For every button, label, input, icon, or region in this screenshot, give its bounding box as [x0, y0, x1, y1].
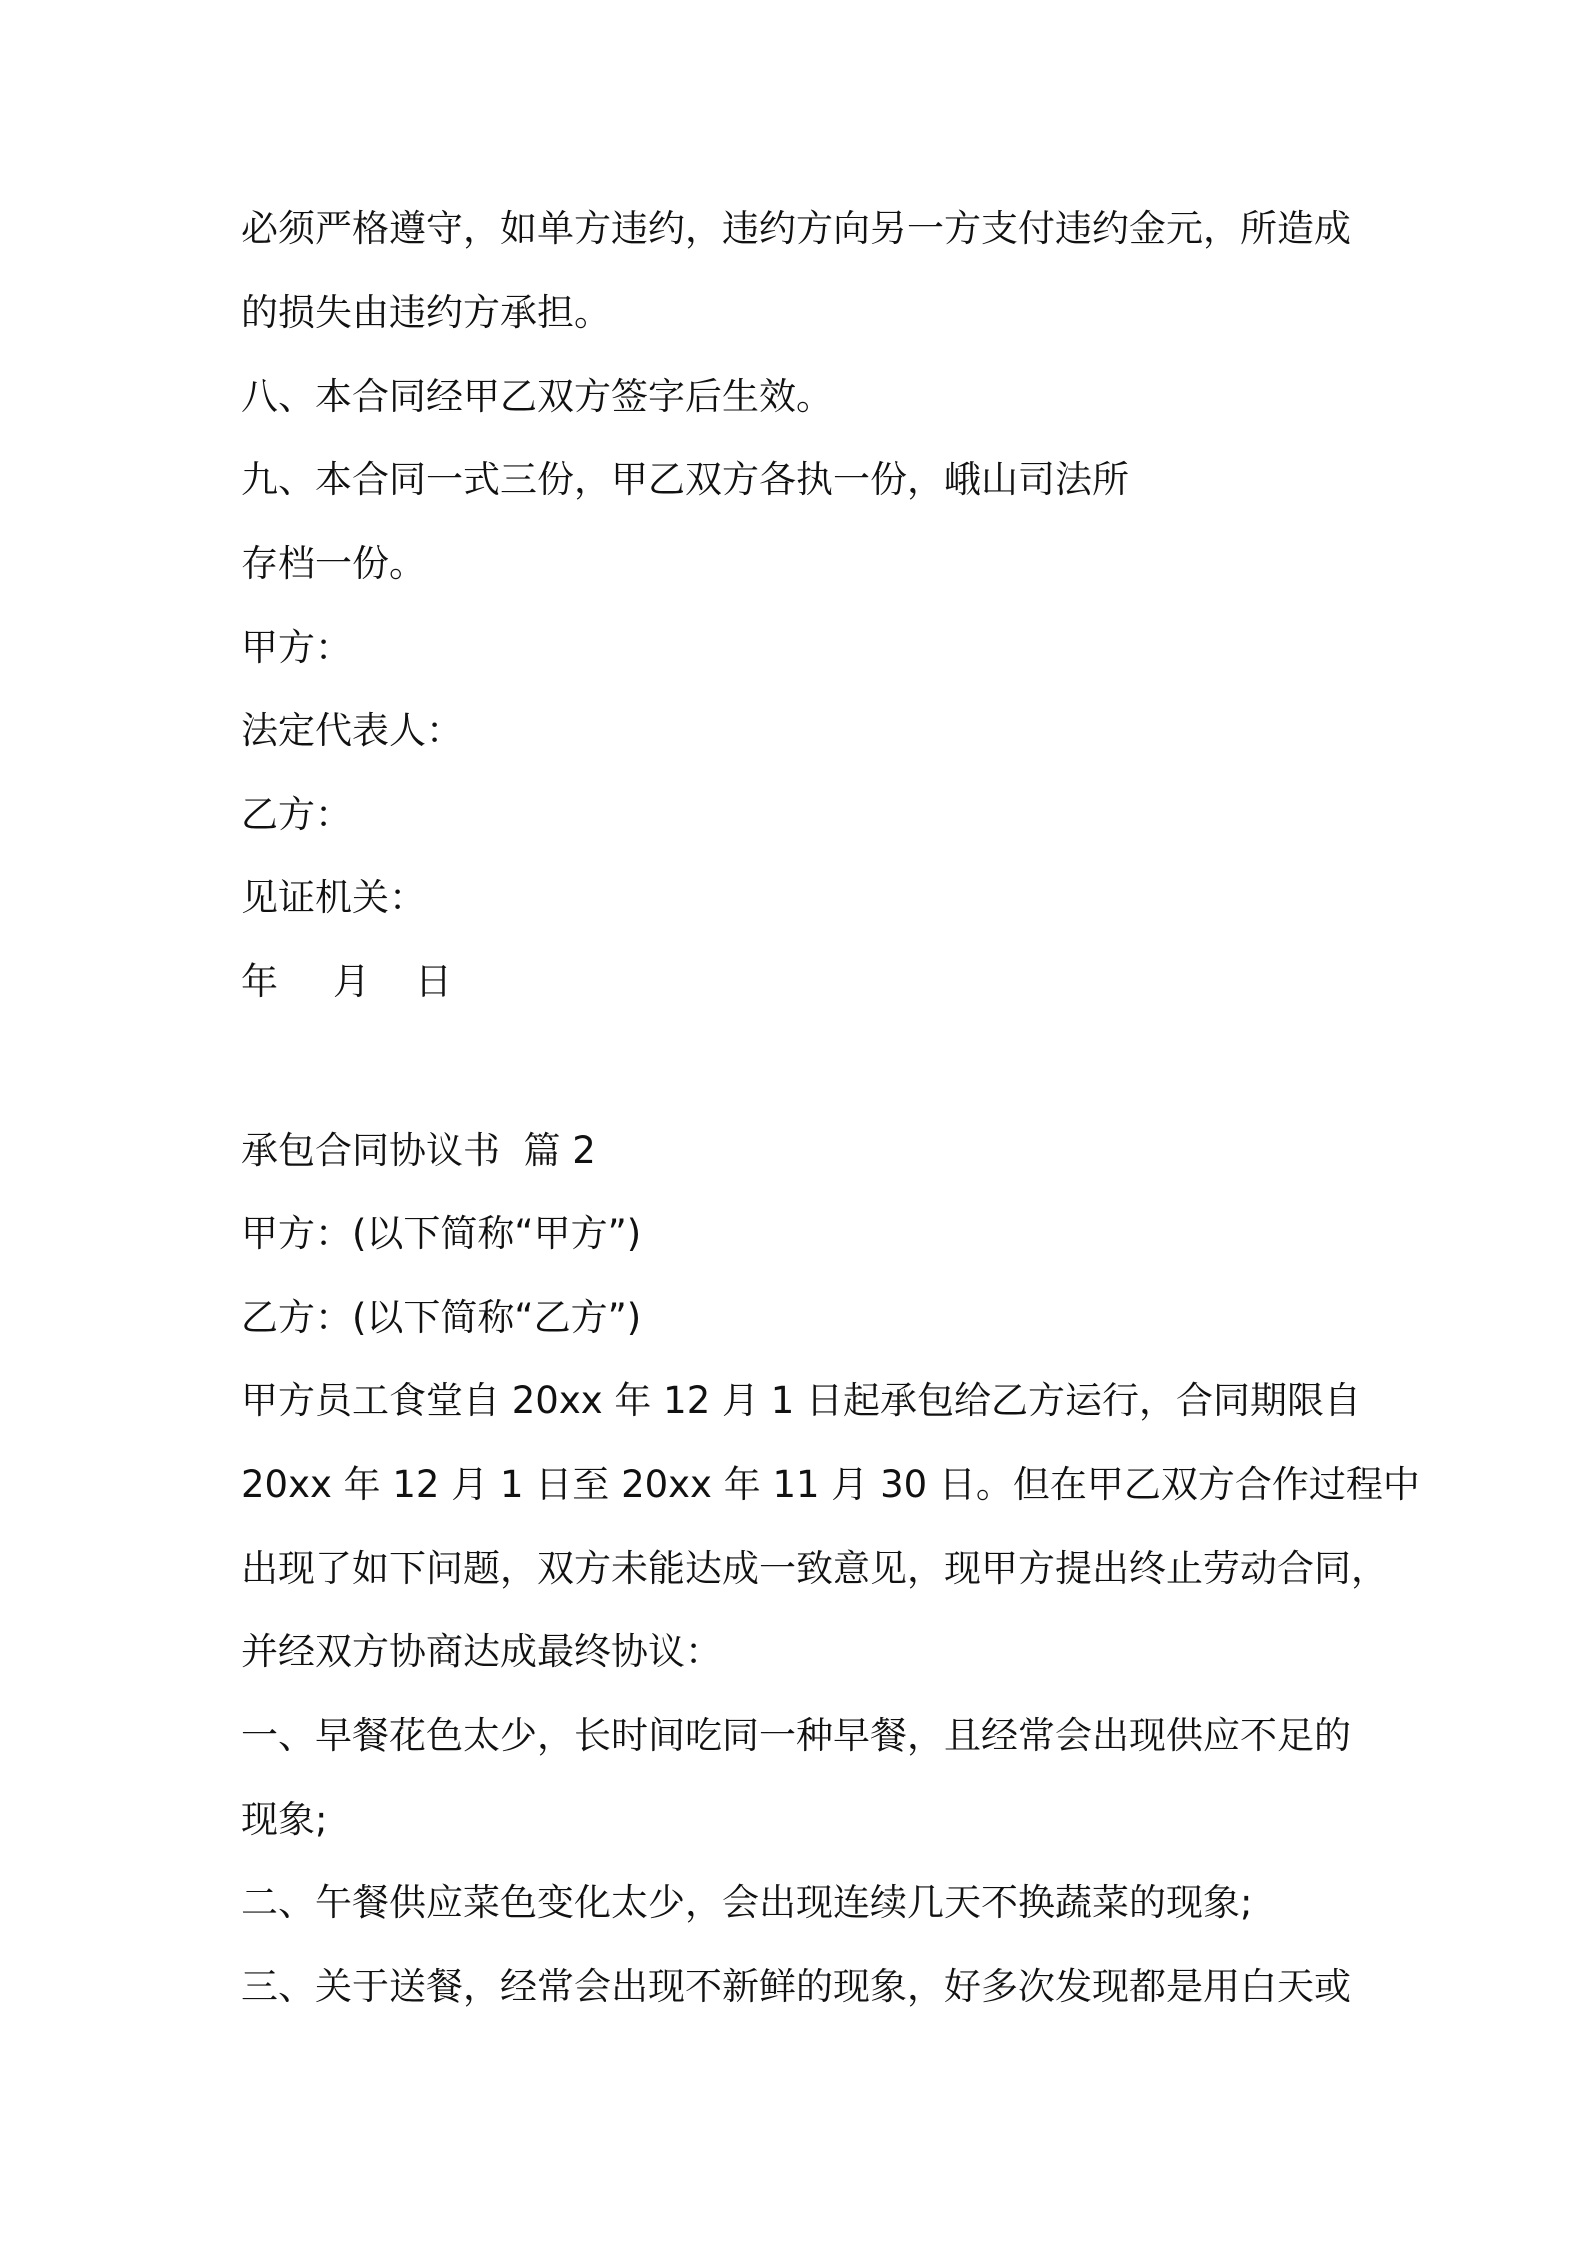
issue-three: 三、关于送餐，经常会出现不新鲜的现象，好多次发现都是用白天或: [241, 1965, 1351, 2008]
signature-date: [241, 958, 452, 1006]
paragraph-line: 存档一份。: [241, 542, 426, 585]
date-day-label: 日: [415, 960, 452, 1003]
paragraph-line: 现象;: [241, 1798, 328, 1841]
party-b-label: 乙方：: [241, 793, 352, 836]
paragraph-line: 20xx 年 12 月 1 日至 20xx 年 11 月 30 日。但在甲乙双方合作过程中: [241, 1463, 1420, 1506]
paragraph-line: 并经双方协商达成最终协议：: [241, 1630, 722, 1673]
section-title: 承包合同协议书 篇 2: [241, 1129, 596, 1172]
date-month-label: 月: [333, 960, 370, 1003]
party-a-intro: 甲方：(以下简称“甲方”): [241, 1212, 642, 1255]
witness-authority-label: 见证机关：: [241, 876, 426, 919]
issue-two: 二、午餐供应菜色变化太少，会出现连续几天不换蔬菜的现象;: [241, 1881, 1253, 1924]
paragraph-line: 甲方员工食堂自 20xx 年 12 月 1 日起承包给乙方运行，合同期限自: [241, 1379, 1362, 1422]
paragraph-line: 必须严格遵守，如单方违约，违约方向另一方支付违约金元，所造成: [241, 207, 1351, 250]
issue-one: 一、早餐花色太少，长时间吃同一种早餐，且经常会出现供应不足的: [241, 1714, 1351, 1757]
legal-representative-label: 法定代表人：: [241, 709, 463, 752]
party-b-intro: 乙方：(以下简称“乙方”): [241, 1296, 642, 1339]
party-a-label: 甲方：: [241, 626, 352, 669]
date-year-label: 年: [241, 960, 278, 1003]
paragraph-line: 出现了如下问题，双方未能达成一致意见，现甲方提出终止劳动合同，: [241, 1547, 1388, 1590]
paragraph-line: 的损失由违约方承担。: [241, 291, 611, 334]
clause-nine: 九、本合同一式三份，甲乙双方各执一份，峨山司法所: [241, 458, 1129, 501]
clause-eight: 八、本合同经甲乙双方签字后生效。: [241, 375, 833, 418]
